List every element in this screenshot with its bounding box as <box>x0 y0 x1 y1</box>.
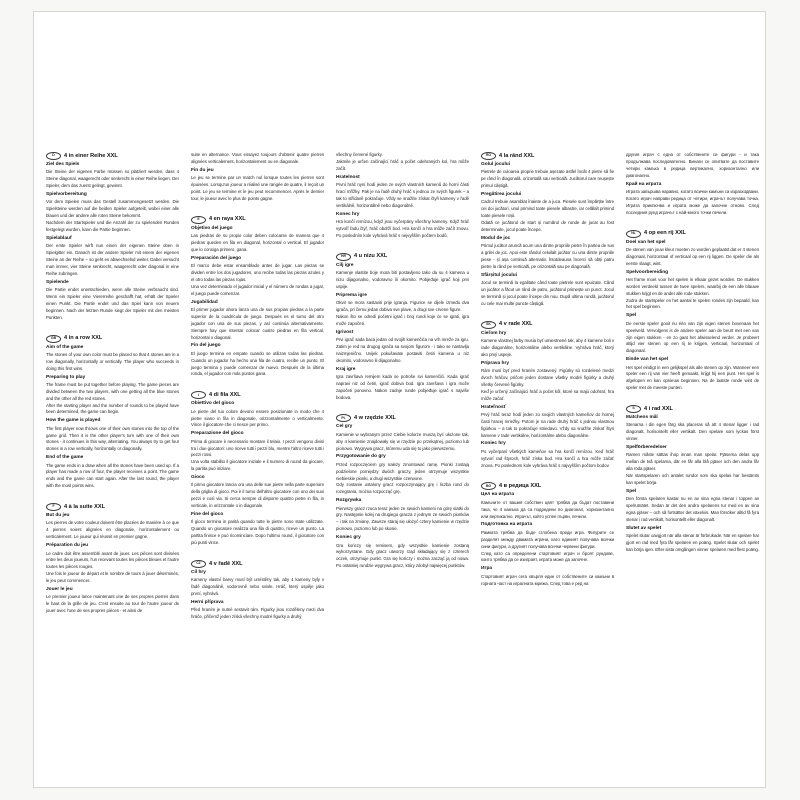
country-oval-icon-s: S <box>626 405 641 413</box>
section-heading: Fin del juego <box>191 343 221 349</box>
rules-paragraph: Spelet slutar oavgjort när alla stenar är förbrukade. När en spelare har gjort en rad med fyra får spelaren en poäng. Spelet slutar och spelet kan börja igen. Efter sista omgången vinner spelaren med flest poäng. <box>626 533 759 553</box>
country-oval-icon-e: E <box>191 216 206 224</box>
rules-paragraph: Prima di giocare è necessario montare il telaio. I pezzi vengono divisi tra i due giocatori: uno riceve tutti i pezzi blu, mentre l'altro riceve tutti i pezzi rossi. <box>191 438 324 458</box>
section-heading: Край на играта <box>626 181 662 187</box>
rules-paragraph: Kamene vlastnej farby musia byť umiestnené tak, aby 4 kamene boli v rade diagonálne, horizontálne alebo vertikálne. Vyhráva hráč, ktorý ako prvý uspeje. <box>481 337 615 357</box>
language-header-de <box>46 152 179 160</box>
language-header-hr <box>336 253 469 261</box>
section-heading: Aim of the game <box>46 344 84 350</box>
rules-paragraph: Het frame moet voor het spelen in elkaar gezet worden. De stukken worden verdeeld tussen de twee spelers, waarbij de een alle blauwe stukken krijgt en de ander alle rode stukken. <box>626 276 759 296</box>
section-heading: Cel gry <box>336 424 353 430</box>
section-heading: Przygotowanie do gry <box>336 454 386 460</box>
section-heading: Jouer le jeu <box>46 587 73 593</box>
rules-paragraph: Le cadre doit être assemblé avant de jouer. Les pièces sont divisées entre les deux joueurs, l'un recevant toutes les pièces bleues et l'autre toutes les pièces rouges. <box>46 550 179 570</box>
section-heading: Herní příprava <box>191 600 224 606</box>
rules-paragraph: Cadrul trebuie asamblat înainte de a juca. Piesele sunt împărțite între cei doi jucători, unul primind toate piesele albastre, iar celălalt primind toate piesele roșii. <box>481 199 614 219</box>
rules-paragraph: Stenarna i din egen färg ska placeras så att 4 stenar ligger i rad diagonalt, horisontellt eller vertikalt. Den spelare som lyckas först vinner. <box>626 422 759 442</box>
section-heading: Игра <box>481 566 493 572</box>
section-heading: Konec hry <box>336 211 360 217</box>
language-title: 4 w rzędzie XXL <box>354 414 396 421</box>
country-oval-icon-bg: BG <box>481 482 496 490</box>
rules-paragraph: Odată ce jucătorul de start și numărul de runde de jucat au fost determinate, jocul poate începe. <box>481 220 614 232</box>
rules-paragraph: Pierwszy gracz rzuca teraz jeden ze swoich kamieni na górę siatki do gry. Następnie kolej na drugiego gracza z jednym ze swoich pionków – i tak na zmianę. Zawsze staraj się ułożyć cztery kamienie w rzędzie pionowo, poziomo lub po skosie. <box>336 505 469 532</box>
section-heading: Preparazione del gioco <box>191 431 244 437</box>
column-5 <box>626 152 759 621</box>
rules-paragraph: Vor dem Spielen muss das Gestell zusammengesetzt werden. Die Spielsteine werden auf die beiden Spieler aufgeteilt, wobei einer alle blauen und der andere alle roten Steine bekommt. <box>46 199 179 219</box>
rules-paragraph: Před hraním je nutné sestavit rám. Figurky jsou rozděleny mezi dva hráče, přičemž jeden získá všechny modré figurky a druhý <box>191 607 324 620</box>
rules-paragraph: Камъните от вашия собствен цвят трябва да бъдат поставени така, че 4 камъка да са подредени по диагонал, хоризонтално или вертикално. Играчът, който успее първи, печели. <box>481 499 614 519</box>
section-heading: Pregătirea jocului <box>481 192 522 198</box>
section-heading: Cieľom hry <box>481 330 507 336</box>
section-heading: But du jeu <box>46 513 70 519</box>
rules-paragraph: El juego termina en empate cuando se utilizan todas las piedras. Cuando un jugador ha hecho una fila de cuatro, recibe un punto. El juego termina y puede comenzar de nuevo. Después de la última ronda, el jugador con más puntos gana. <box>191 350 324 377</box>
country-oval-icon-nl: NL <box>626 230 641 238</box>
rules-paragraph: Kamenje vlastite boje mora biti postavljeno tako da su 4 kamena u nizu dijagonalno, vodoravno ili okomito. Pobjeđuje igrač koji prvi uspije. <box>336 269 469 289</box>
section-heading: Spel <box>626 488 637 494</box>
country-oval-icon-cz: CZ <box>191 560 206 568</box>
instruction-sheet-page <box>33 11 766 788</box>
column-1 <box>46 152 179 621</box>
rules-paragraph: Le pietre del tuo colore devono essere posizionate in modo che 4 pietre siano in fila in diagonale, orizzontalmente o verticalmente. Vince il giocatore che ci riesce per primo. <box>191 408 324 428</box>
section-heading: Fin du jeu <box>191 167 214 173</box>
section-heading: Spelförberedelser <box>626 445 667 451</box>
rules-paragraph: Le premier joueur lance maintenant une de ses propres pierres dans le haut de la grille de jeu. C'est ensuite au tour de l'autre joueur de jouer avec l'une de ses propres pièces - et ainsi de <box>46 594 179 614</box>
language-title: 4 la rând XXL <box>499 152 535 159</box>
rules-paragraph: Gdy zostanie ustalony gracz rozpoczynający grę i liczba rund do rozegrania, można rozpocząć grę. <box>336 482 469 495</box>
rules-paragraph: Jakmile je určen začínající hráč a počet odehraných kol, hra může začít. <box>336 158 469 171</box>
rules-paragraph: Les pierres de votre couleur doivent être placées de manière à ce que 4 pierres soient alignées en diagonale, horizontalement ou verticalement. Le joueur qui réussit en premier gagne. <box>46 520 179 540</box>
language-header-bg <box>481 482 614 490</box>
rules-paragraph: Jocul se termină la egalitate când toate pietrele sunt epuizate. Când un jucător a făcut un rând de patru, jucătorul primește un punct. Jocul se termină și jocul poate începe din nou. După ultima rundă, jucătorul cu cele mai multe puncte câștigă. <box>481 280 614 306</box>
rules-paragraph: Hra končí remízou, když jsou vyčerpány všechny kameny. Když hráč vytvoří řadu čtyř, hráč obdrží bod. Hra končí a hra může začít znovu. Po posledním kole vyhrává hráč s nejvyšším počtem bodů. <box>336 218 469 238</box>
section-heading: Hratelnost <box>336 174 360 180</box>
section-heading: Spel <box>626 313 637 319</box>
rules-paragraph: De stenen van jouw kleur moeten zo worden geplaatst dat er 4 stenen diagonaal, horizontaal of verticaal op een rij liggen. De speler die als eerste slaagt, wint. <box>626 246 759 266</box>
rules-paragraph: Keď je určený začínajúci hráč a počet kôl, ktoré sa majú odohrať, hra môže začať. <box>481 388 614 401</box>
section-heading: Fine del gioco <box>191 512 224 518</box>
rules-paragraph: Gra kończy się remisem, gdy wszystkie kamienie zostaną wykorzystane. Gdy gracz utworzy rząd składający się z czterech oczek, otrzymuje punkt. Gra się kończy i można zacząć ją od nowa. Po ostatniej rundzie wygrywa gracz, który zdobył najwięcej punktów. <box>336 542 469 569</box>
language-header-gb <box>46 335 179 343</box>
rules-paragraph: Okvir se mora sastaviti prije igranja. Figurice se dijele između dva igrača, pri čemu jedan dobiva sve plave, a drugi sve crvene figure. <box>336 299 469 312</box>
section-heading: Igrivost <box>336 329 354 335</box>
section-heading: How the game is played <box>46 418 101 424</box>
section-heading: Cíl hry <box>191 570 206 576</box>
section-heading: Koniec gry <box>336 535 361 541</box>
column-3 <box>336 152 469 621</box>
section-heading: Spielende <box>46 279 69 285</box>
rules-paragraph: El marco debe estar ensamblado antes de jugar. Las piezas se dividen entre los dos jugadores, uno recibe todas las piezas azules y el otro todas las piezas rojas. <box>191 263 324 282</box>
language-title: 4 в редица XXL <box>499 482 542 489</box>
rules-paragraph: Il gioco termina in parità quando tutte le pietre sono state utilizzate. Quando un giocatore realizza una fila di quattro, riceve un punto. La partita finisce e può ricominciare. Dopo l'ultimo round, il giocatore con più punti vince. <box>191 519 324 546</box>
rules-paragraph: Une fois le joueur de départ et le nombre de tours à jouer déterminés, le jeu peut commencer. <box>46 571 179 584</box>
section-heading: Spielvorbereitung <box>46 192 87 198</box>
section-heading: Modul de joc <box>481 235 511 241</box>
country-oval-icon-gb: GB <box>46 335 61 343</box>
section-heading: Gioco <box>191 475 205 481</box>
language-header-es <box>191 216 324 224</box>
rules-paragraph: První hráč nyní hodí jeden ze svých vlastních kamenů do horní části hrací mřížky. Pak je na řadě druhý hráč s jednou ze svých figurek – a tak to střídavě pokračuje. Vždy se snažíte získat čtyři kameny v řadě vertikálně, horizontálně nebo diagonálně. <box>336 182 469 208</box>
rules-paragraph: El primer jugador ahora lanza una de sus propias piedras a la parte superior de la cuadrícula de juego. Después es el turno del otro jugador con una de sus piezas, y así continúa alternativamente. Siempre hay que intentar colocar cuatro piedras en fila vertical, horizontal o diagonal. <box>191 306 324 340</box>
rules-paragraph: Nakon što se odredi početni igrač i broj rundi koje će se igrati, igra može započeti. <box>336 313 469 326</box>
column-2 <box>191 152 324 621</box>
language-header-se <box>626 405 759 413</box>
country-oval-icon-hr: HR <box>336 253 351 261</box>
section-heading: Golul jocului <box>481 162 511 167</box>
country-oval-icon-sk: SK <box>481 321 496 329</box>
section-heading: Подготовка на играта <box>481 522 533 528</box>
section-heading: Obiettivo del gioco <box>191 401 235 407</box>
rules-paragraph: Una vez determinado el jugador inicial y el número de rondas a jugar, el juego puede comenzar. <box>191 283 324 296</box>
rules-paragraph: Pietrele de culoarea proprie trebuie așezate astfel încât 4 pietre să fie pe rând în diagonală, orizontală sau verticală. Jucătorul care reușește primul câștigă. <box>481 169 614 189</box>
section-heading: Preparing to play <box>46 374 86 380</box>
section-heading: Cilj igre <box>336 262 354 268</box>
language-title: 4 v rade XXL <box>499 321 533 328</box>
section-heading: Ziel des Spiels <box>46 162 80 167</box>
rules-paragraph: Igra završava remijem kada se potroše svi kamenčići. Kada igrač napravi niz od četiri, igrač dobiva bod. Igra završava i igra može započeti ponovno. Nakon zadnje runde pobjeđuje igrač s najviše bodova. <box>336 373 469 400</box>
section-heading: Príprava hry <box>481 360 509 366</box>
language-header-cz <box>191 560 324 568</box>
rules-paragraph: The frame must be put together before playing. The game pieces are divided between the two players, with one getting all the blue stones and the other all the red stones. <box>46 381 179 401</box>
section-heading: Jugabilidad <box>191 299 218 305</box>
rules-paragraph: všechny červené figurky. <box>336 152 383 157</box>
rules-paragraph: Der erste Spieler wirft nun einen der eigenen Steine oben in Spielgitter ein. Danach ist der andere Spieler mit einem der eigenen Steine an der Reihe – so geht es abwechselnd weiter. Dabei versucht man immer, vier Steine senkrecht, waagerecht oder diagonal in eine Reihe zubringen. <box>46 243 179 276</box>
language-header-fr <box>46 503 179 511</box>
section-heading: End of the game <box>46 455 84 461</box>
column-4 <box>481 152 614 621</box>
section-heading: Matchens mål <box>626 415 658 421</box>
rules-paragraph: Die Steine der eigenen Farbe müssen so platziert werden, dass 4 Steine diagonal, waagerecht oder senkrecht in einer Reihe liegen. Der Spieler, dem das zuerst gelingt, gewinnt. <box>46 169 179 189</box>
rules-paragraph: När startspelaren och antalet rundor som ska spelas har bestämts kan spelet börja. <box>626 473 759 486</box>
country-oval-icon-pl: PL <box>336 414 351 422</box>
section-heading: Slutet av spelet <box>626 525 662 531</box>
section-heading: Priprema igre <box>336 292 367 298</box>
rules-paragraph: Prvý hráč teraz hodí jeden zo svojich vlastných kameňov do hornej časti hracej mriežky. Potom je na rade druhý hráč s jednou vlastnou figúrkou – a tak to pokračuje striedavo. Vždy sa snažíte získať štyri kamene v rade vertikálne, horizontálne alebo diagonálne. <box>481 411 614 438</box>
rules-paragraph: Nachdem der Startspieler und die Anzahl der zu spielenden Runden festgelegt wurden, kann die Partie beginnen. <box>46 220 179 232</box>
language-title: 4 en raya XXL <box>209 216 246 223</box>
rules-paragraph: suite en alternance. Vous essayez toujours d'obtenir quatre pierres alignées verticalement, horizontalement ou en diagonale. <box>191 152 324 164</box>
rules-paragraph: Играта завършва наравно, когато всички камъни са изразходвани. Когато играч направи редица от четири, играчът получава точка. Играта приключва и играта може да започне отново. След последния рунд играчът с най-много точки печели. <box>626 188 759 215</box>
language-header-nl <box>626 230 759 238</box>
section-heading: Koniec hry <box>481 441 506 447</box>
rules-paragraph: Ramen måste sättas ihop innan man spelar. Pjäserna delas upp mellan de två spelarna, där en får alla blå pjäser och den andra får alla röda pjäser. <box>626 452 759 472</box>
rules-paragraph: Primul jucător aruncă acum una dintre propriile pietre în partea de sus a grilei de joc. Apoi este rândul celuilalt jucător cu una dintre propriile piese - și așa continuă alternativ. Întotdeauna încerci să obții patru pietre la rând pe verticală, pe orizontală sau pe diagonală. <box>481 243 614 269</box>
section-heading: Préparation du jeu <box>46 543 89 549</box>
rules-paragraph: Рамката трябва да бъде сглобена преди игра. Фигурите се разделят между двамата играчи, като единият получава всички сини фигури, а другият получава всички червени фигури. <box>481 529 614 549</box>
language-title: 4 u nizu XXL <box>354 253 388 260</box>
rules-paragraph: Zodra de startspeler en het aantal te spelen rondes zijn bepaald, kan het spel beginnen. <box>626 297 759 310</box>
language-title: 4 v řadě XXL <box>209 560 243 567</box>
rules-paragraph: Kameny vlastní barvy musí být umístěny tak, aby 4 kameny byly v řadě diagonálně, vodorovně nebo svisle. Hráč, který uspěje jako první, vyhrává. <box>191 577 324 597</box>
language-header-sk <box>481 321 614 329</box>
rules-paragraph: След като са определени стартовият играч и броят рундове, които трябва да се изиграят, играта може да започне. <box>481 550 614 563</box>
section-heading: Цел на играта <box>481 492 515 498</box>
rules-paragraph: Il primo giocatore lancia ora una delle sue pietre nella parte superiore della griglia di gioco. Poi è il turno dell'altro giocatore con uno dei suoi pezzi e così via. Si cerca sempre di disporre quattro pietre in fila, in verticale, in orizzontale o in diagonale. <box>191 482 324 509</box>
rules-paragraph: Prvi igrač sada baca jedan od svojih kamenčića na vrh mreže za igru. Zatim je red na drugog igrača sa svojom figurom - i tako se nastavlja naizmjenično. Uvijek pokušavate postaviti četiri kamena u niz okomito, vodoravno ili dijagonalno. <box>336 336 469 363</box>
language-header-ro <box>481 152 614 160</box>
section-heading: Spelvoorbereiding <box>626 269 669 275</box>
language-title: 4 à la suite XXL <box>64 503 106 510</box>
rules-paragraph: After the starting player and the number of rounds to be played have been determined, the game can begin. <box>46 402 179 415</box>
language-header-it <box>191 391 324 399</box>
section-heading: Objetivo del juego <box>191 225 233 231</box>
language-title: 4 in a row XXL <box>64 335 103 341</box>
country-oval-icon-f: F <box>46 503 61 511</box>
section-heading: Einde van het spel <box>626 357 669 363</box>
section-heading: Hrateľnosť <box>481 404 506 410</box>
language-title: 4 di fila XXL <box>209 391 241 398</box>
section-heading: Sfârșitul jocului <box>481 272 517 278</box>
rules-paragraph: The game ends in a draw when all the stones have been used up. If a player has made a row of four, the player receives a point. The game ends and the game can start again. After the last round, the player with the most points wins. <box>46 462 179 489</box>
section-heading: Doel van het spel <box>626 239 666 245</box>
rules-paragraph: The stones of your own color must be placed so that 4 stones are in a row diagonally, horizontally or vertically. The player who succeeds in doing this first wins. <box>46 351 179 371</box>
section-heading: Rozgrywka <box>336 498 362 504</box>
country-oval-icon-i: I <box>191 391 206 399</box>
rules-paragraph: Rám musí byť pred hraním zostavený. Figúrky sú rozdelené medzi dvoch hráčov, pričom jeden dostane všetky modré figúrky a druhý všetky červené figúrky. <box>481 368 614 387</box>
rules-paragraph: Una volta stabilito il giocatore iniziale e il numero di round da giocare, la partita può iniziare. <box>191 459 324 472</box>
country-oval-icon-d: D <box>46 152 61 160</box>
rules-paragraph: другия играч с една от собствените си фигури - и така продължава последователно. Винаги се опитвате да поставите четири камъка в редица вертикално, хоризонтално или диагонално. <box>626 152 759 178</box>
rules-paragraph: Стартовият играч сега хвърля един от собствените си камъни в горната част на игралната мрежа. След това е ред на <box>481 573 614 586</box>
rules-paragraph: Die Partie endet unentschieden, wenn alle Steine verbraucht sind. Wenn ein Spieler eine Viererreihe geschafft hat, erhält der Spieler einen Punkt. Die Partie endet und das Spiel kann von neuem beginnen. Nach der letzten Runde siegt der Spieler mit den meisten Punkten. <box>46 286 179 320</box>
language-title: 4 i rad XXL <box>644 405 673 412</box>
rules-paragraph: Kamienie w wybranym przez Ciebie kolorze muszą być ułożone tak, aby 4 kamienie znajdowały się w rzędzie po przekątnej, poziomo lub pionowo. Wygrywa gracz, któremu uda się to jako pierwszemu. <box>336 431 469 451</box>
language-title: 4 op een rij XXL <box>644 230 686 237</box>
rules-paragraph: Het spel eindigt in een gelijkspel als alle stenen op zijn. Wanneer een speler een rij van vier heeft gemaakt, krijgt hij een punt. Het spel is afgelopen en kan opnieuw beginnen. Na de laatste ronde wint de speler met de meeste punten. <box>626 364 759 391</box>
rules-paragraph: Le jeu se termine par un match nul lorsque toutes les pierres sont épuisées. Lorsqu'un joueur a réalisé une rangée de quatre, il reçoit un point. Le jeu se termine et le jeu peut recommencer. Après le dernier tour, le joueur avec le plus de points gagne. <box>191 175 324 201</box>
language-title: 4 in einer Reihe XXL <box>64 152 118 159</box>
rules-columns <box>46 152 759 621</box>
rules-paragraph: Den första spelaren kastar nu en av sina egna stenar i toppen av spelrutnätet. Sedan är det den andra spelarens tur med en av sina egna pjäser – och så fortsätter det växelvis. Man försöker alltid få fyra stenar i rad vertikalt, horisontellt eller diagonalt. <box>626 496 759 522</box>
rules-paragraph: Po vyčerpaní všetkých kameňov sa hra končí remízou. Keď hráč vytvorí rad štyroch, hráč získa bod. Hra končí a hra môže začať znova. Po poslednom kole vyhráva hráč s najvyšším počtom bodov. <box>481 448 614 468</box>
section-heading: Spielablauf <box>46 235 72 241</box>
section-heading: Preparación del juego <box>191 255 242 261</box>
language-header-pl <box>336 414 469 422</box>
section-heading: Kraj igre <box>336 366 356 372</box>
rules-paragraph: The first player now throws one of their own stones into the top of the game grid. Then it is the other player's turn with one of their own stones - it continues in this way, alternating. You always try to get four stones in a row vertically, horizontally or diagonally. <box>46 425 179 452</box>
rules-paragraph: Przed rozpoczęciem gry należy zmontować ramę. Pionki zostają podzielone pomiędzy dwóch graczy, jeden otrzymuje wszystkie niebieskie pionki, a drugi wszystkie czerwone. <box>336 461 469 481</box>
rules-paragraph: De eerste speler gooit nu één van zijn eigen stenen bovenaan het speelveld. Vervolgens is de andere speler aan de beurt met een van zijn eigen stukken - en zo gaat het afwisselend verder. Je probeert altijd vier stenen op een rij te krijgen, verticaal, horizontaal of diagonaal. <box>626 320 759 354</box>
rules-paragraph: Las piedras de su propio color deben colocarse de manera que 4 piedras queden en fila en diagonal, horizontal o vertical. El jugador que lo consiga primero, gana. <box>191 233 324 252</box>
country-oval-icon-ro: RO <box>481 152 496 160</box>
